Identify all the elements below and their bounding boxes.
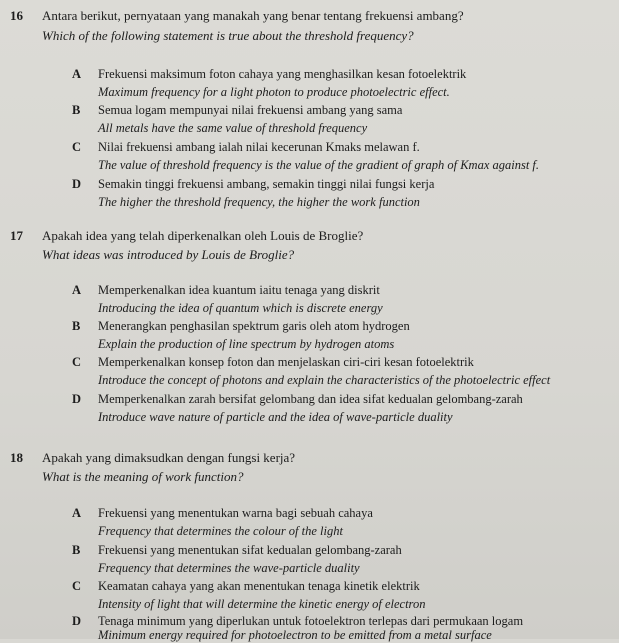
option-translation: Intensity of light that will determine the kinetic energy of electron [98, 597, 426, 611]
option-letter: A [72, 506, 82, 520]
option-text: Frekuensi yang menentukan sifat kedualan gelombang-zarah [98, 543, 402, 557]
option-text: Memperkenalkan konsep foton dan menjelaskan ciri-ciri kesan fotoelektrik [98, 355, 474, 369]
option-letter: D [72, 177, 82, 191]
question-number: 17 [10, 228, 23, 243]
option-text: Memperkenalkan idea kuantum iaitu tenaga yang diskrit [98, 283, 380, 297]
option-text: Semakin tinggi frekuensi ambang, semakin tinggi nilai fungsi kerja [98, 177, 435, 191]
question-text: Apakah yang dimaksudkan dengan fungsi kerja? [42, 450, 296, 465]
question-text: Antara berikut, pernyataan yang manakah yang benar tentang frekuensi ambang? [42, 8, 464, 23]
option-letter: D [72, 614, 82, 628]
question-number: 16 [10, 8, 23, 23]
option-letter: C [72, 355, 82, 369]
option-letter: D [72, 392, 82, 406]
question-text: Apakah idea yang telah diperkenalkan oleh Louis de Broglie? [42, 228, 364, 243]
option-translation: The value of threshold frequency is the value of the gradient of graph of Kmax against f. [98, 158, 540, 172]
option-translation: Introducing the idea of quantum which is discrete energy [98, 301, 383, 315]
option-letter: A [72, 67, 82, 81]
option-letter: B [72, 103, 81, 117]
option-text: Nilai frekuensi ambang ialah nilai kecerunan Kmaks melawan f. [98, 140, 420, 154]
option-translation: The higher the threshold frequency, the higher the work function [98, 195, 420, 209]
option-text: Frekuensi maksimum foton cahaya yang menghasilkan kesan fotoelektrik [98, 67, 467, 81]
question-translation: Which of the following statement is true about the threshold frequency? [42, 28, 414, 43]
option-translation: Minimum energy required for photoelectron to be emitted from a metal surface [98, 628, 492, 642]
option-translation: Explain the production of line spectrum by hydrogen atoms [98, 337, 395, 351]
option-translation: Maximum frequency for a light photon to produce photoelectric effect. [98, 85, 450, 99]
option-letter: C [72, 579, 82, 593]
option-letter: C [72, 140, 82, 154]
option-text: Menerangkan penghasilan spektrum garis oleh atom hydrogen [98, 319, 410, 333]
option-text: Memperkenalkan zarah bersifat gelombang dan idea sifat kedualan gelombang-zarah [98, 392, 523, 406]
option-letter: B [72, 543, 81, 557]
question-translation: What ideas was introduced by Louis de Broglie? [42, 247, 295, 262]
option-text: Semua logam mempunyai nilai frekuensi ambang yang sama [98, 103, 403, 117]
option-text: Keamatan cahaya yang akan menentukan tenaga kinetik elektrik [98, 579, 420, 593]
option-translation: Introduce wave nature of particle and the idea of wave-particle duality [98, 410, 453, 424]
option-text: Frekuensi yang menentukan warna bagi sebuah cahaya [98, 506, 373, 520]
option-text: Tenaga minimum yang diperlukan untuk fotoelektron terlepas dari permukaan logam [98, 614, 524, 628]
option-translation: Introduce the concept of photons and explain the characteristics of the photoelectric effect [98, 373, 551, 387]
option-letter: A [72, 283, 82, 297]
question-number: 18 [10, 450, 23, 465]
option-translation: Frequency that determines the wave-particle duality [98, 561, 360, 575]
option-letter: B [72, 319, 81, 333]
option-translation: All metals have the same value of threshold frequency [98, 121, 368, 135]
question-translation: What is the meaning of work function? [42, 469, 244, 484]
option-translation: Frequency that determines the colour of the light [98, 524, 343, 538]
